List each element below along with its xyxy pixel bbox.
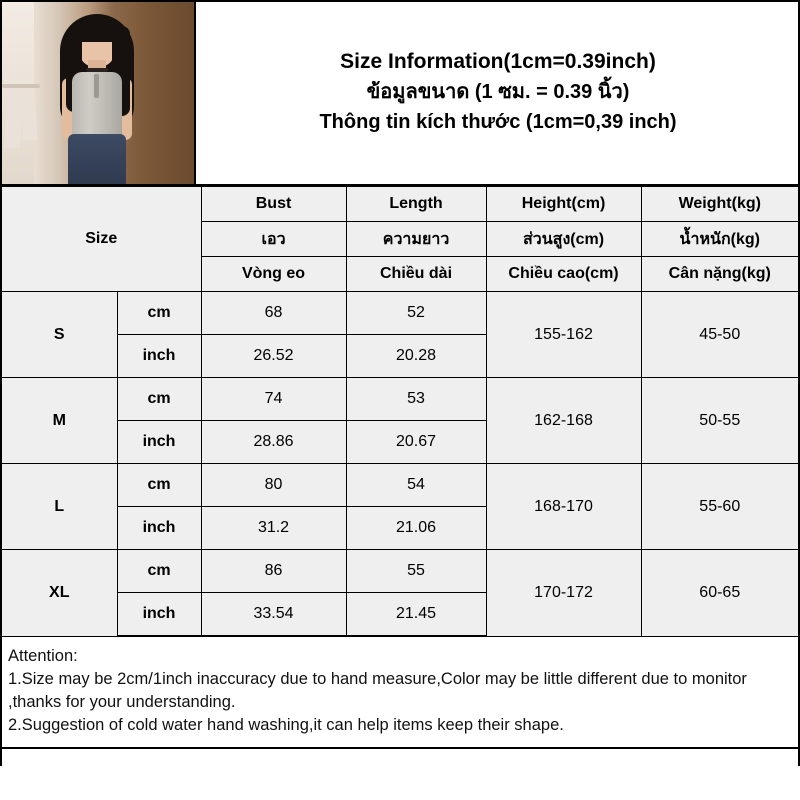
attention-line-2: 2.Suggestion of cold water hand washing,it can help items keep their shape. [8, 716, 564, 734]
row-size-label: M [1, 378, 117, 464]
header-height-th: ส่วนสูง(cm) [486, 222, 641, 257]
model-jeans [68, 134, 126, 184]
header-length-th: ความยาว [346, 222, 486, 257]
row-unit-inch: inch [117, 507, 201, 550]
cell-height: 162-168 [486, 378, 641, 464]
model-top-placket [94, 74, 99, 98]
header-weight-en: Weight(kg) [641, 187, 799, 222]
table-row [1, 292, 799, 335]
table-row [1, 550, 799, 593]
row-size-label: L [1, 464, 117, 550]
row-size-label: XL [1, 550, 117, 637]
row-unit-inch: inch [117, 335, 201, 378]
cell-length-inch: 20.67 [346, 421, 486, 464]
attention-block [0, 637, 800, 747]
row-unit-inch: inch [117, 421, 201, 464]
cell-length-cm: 52 [346, 292, 486, 335]
header-weight-th: น้ำหนัก(kg) [641, 222, 799, 257]
header-height-vi: Chiều cao(cm) [486, 257, 641, 292]
cell-length-inch: 21.45 [346, 593, 486, 637]
cell-length-cm: 53 [346, 378, 486, 421]
cell-weight: 45-50 [641, 292, 799, 378]
cell-bust-inch: 33.54 [201, 593, 346, 637]
title-english: Size Information(1cm=0.39inch) [340, 50, 656, 73]
cell-height: 170-172 [486, 550, 641, 637]
title-block [196, 0, 800, 184]
cell-length-cm: 55 [346, 550, 486, 593]
cell-height: 168-170 [486, 464, 641, 550]
cell-weight: 50-55 [641, 378, 799, 464]
table-row [1, 378, 799, 421]
header-bust-th: เอว [201, 222, 346, 257]
cell-length-cm: 54 [346, 464, 486, 507]
table-header-row-en [1, 187, 799, 222]
photo-hanging-garment-2 [21, 88, 38, 140]
product-photo [0, 0, 196, 184]
cell-bust-cm: 86 [201, 550, 346, 593]
header-length-vi: Chiều dài [346, 257, 486, 292]
cell-bust-cm: 80 [201, 464, 346, 507]
row-size-label: S [1, 292, 117, 378]
cell-length-inch: 21.06 [346, 507, 486, 550]
header-size-cell: Size [1, 187, 201, 292]
cell-height: 155-162 [486, 292, 641, 378]
title-thai: ข้อมูลขนาด (1 ซม. = 0.39 นิ้ว) [366, 81, 630, 103]
cell-length-inch: 20.28 [346, 335, 486, 378]
cell-bust-cm: 74 [201, 378, 346, 421]
header-height-en: Height(cm) [486, 187, 641, 222]
header-bust-vi: Vòng eo [201, 257, 346, 292]
row-unit-cm: cm [117, 292, 201, 335]
header-weight-vi: Cân nặng(kg) [641, 257, 799, 292]
header-length-en: Length [346, 187, 486, 222]
row-unit-cm: cm [117, 464, 201, 507]
header-bust-en: Bust [201, 187, 346, 222]
cell-bust-inch: 28.86 [201, 421, 346, 464]
cell-bust-inch: 26.52 [201, 335, 346, 378]
header [0, 0, 800, 186]
attention-line-1: 1.Size may be 2cm/1inch inaccuracy due to hand measure,Color may be little different due to monitor ,thanks for your understanding. [8, 670, 747, 711]
photo-model [46, 8, 150, 184]
title-vietnamese: Thông tin kích thước (1cm=0,39 inch) [319, 111, 677, 133]
row-unit-cm: cm [117, 378, 201, 421]
size-table [0, 186, 800, 637]
cell-bust-inch: 31.2 [201, 507, 346, 550]
table-row [1, 464, 799, 507]
bottom-divider [0, 747, 800, 749]
cell-bust-cm: 68 [201, 292, 346, 335]
row-unit-inch: inch [117, 593, 201, 637]
row-unit-cm: cm [117, 550, 201, 593]
attention-heading: Attention: [8, 647, 78, 665]
cell-weight: 60-65 [641, 550, 799, 637]
cell-weight: 55-60 [641, 464, 799, 550]
